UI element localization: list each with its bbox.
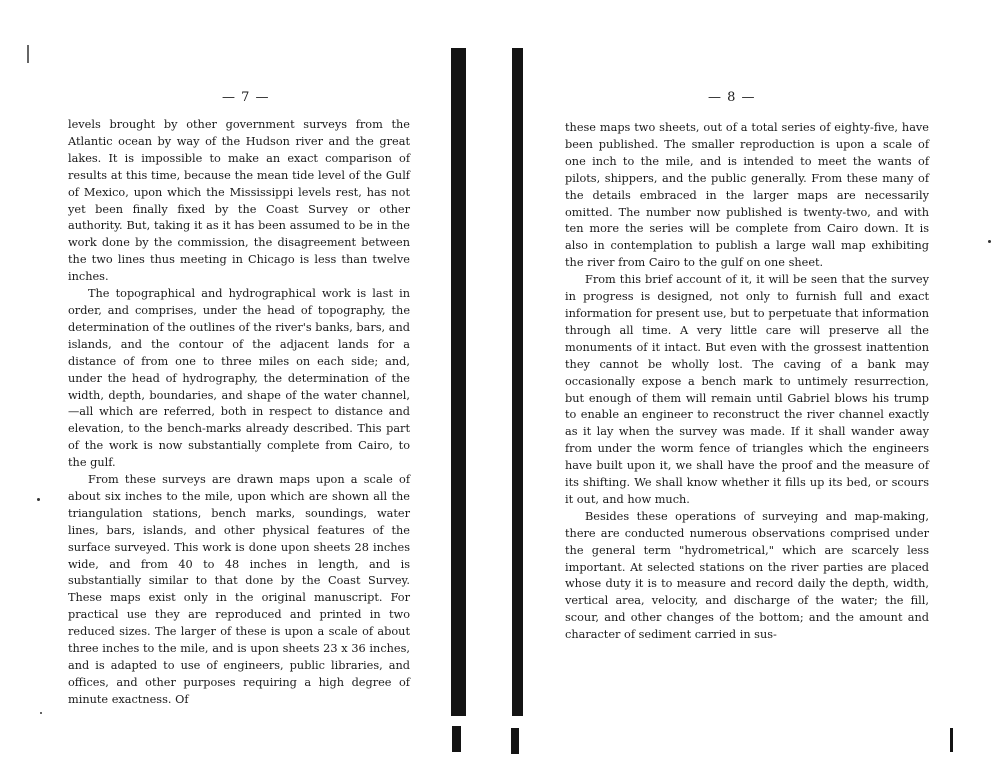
right-page-text [565,120,929,644]
right-paragraph-1: these maps two sheets, out of a total series of eighty-five, have been published. The smaller reproduction is upon a scale of one inch to the mile, and is intended to meet the wants of pilots, shippers, and the public generally. From these many of the details embraced in the larger maps are necessarily omitted. The number now published is twenty-two, and with ten more the series will be complete from Cairo down. It is also in contemplation to publish a large wall map exhibiting the river from Cairo to the gulf on one sheet. [565,121,929,270]
right-page [520,0,1000,767]
right-paragraph-2: From this brief account of it, it will be seen that the survey in progress is designed, not only to furnish full and exact information for present use, but to perpetuate that information through all time. A very little care will preserve all the monuments of it intact. But even with the grossest inattention they cannot be wholly lost. The caving of a bank may occasionally expose a bench mark to untimely resurrection, but enough of them will remain until Gabriel blows his trump to enable an engineer to reconstruct the river channel exactly as it lay when the survey was made. If it shall wander away from under the worm fence of triangles which the engineers have built upon it, we shall have the proof and the measure of its shifting. We shall know whether it fills up its bed, or scours it out, and how much. [565,273,929,506]
left-page [0,0,450,767]
left-paragraph-3: From these surveys are drawn maps upon a scale of about six inches to the mile, upon which are shown all the triangulation stations, bench marks, soundings, water lines, bars, islands, and other physical features of the surface surveyed. This work is done upon sheets 28 inches wide, and from 40 to 48 inches in length, and is substantially similar to that done by the Coast Survey. These maps exist only in the original manuscript. For practical use they are reproduced and printed in two reduced sizes. The larger of these is upon a scale of about three inches to the mile, and is upon sheets 23 x 36 inches, and is adapted to use of engineers, public libraries, and offices, and other purposes requiring a high degree of minute exactness. Of [68,473,410,706]
left-page-text [68,117,410,709]
gutter-shadow-left [451,48,466,716]
left-paragraph-1: levels brought by other government surveys from the Atlantic ocean by way of the Hudson river and the great lakes. It is impossible to make an exact comparison of results at this time, because the mean tide level of the Gulf of Mexico, upon which the Mississippi levels rest, has not yet been finally fixed by the Coast Survey or other authority. But, taking it as it has been assumed to be in the work done by the commission, the disagreement between the two lines thus meeting in Chicago is less than twelve inches. [68,118,410,284]
scan-mark-left-bottom [452,726,461,752]
right-paragraph-3: Besides these operations of surveying and map-making, there are conducted numerous observations comprised under the general term "hydrometrical," which are scarcely less important. At selected stations on the river parties are placed whose duty it is to measure and record daily the depth, width, vertical area, velocity, and discharge of the water; the fill, scour, and other changes of the bottom; and the amount and character of sediment carried in sus- [565,509,929,642]
scan-mark-right-bottom [511,728,519,754]
left-paragraph-2: The topographical and hydrographical work is last in order, and comprises, under the head of topography, the determination of the outlines of the river's banks, bars, and islands, and the contour of the adjacent lands for a distance of from one to three miles on each side; and, under the head of hydrography, the determination of the width, depth, boundaries, and shape of the water channel,—all which are referred, both in respect to distance and elevation, to the bench-marks already described. This part of the work is now substantially complete from Cairo, to the gulf. [68,287,410,470]
right-page-number: — 8 — [708,90,756,105]
left-page-number: — 7 — [222,90,270,105]
